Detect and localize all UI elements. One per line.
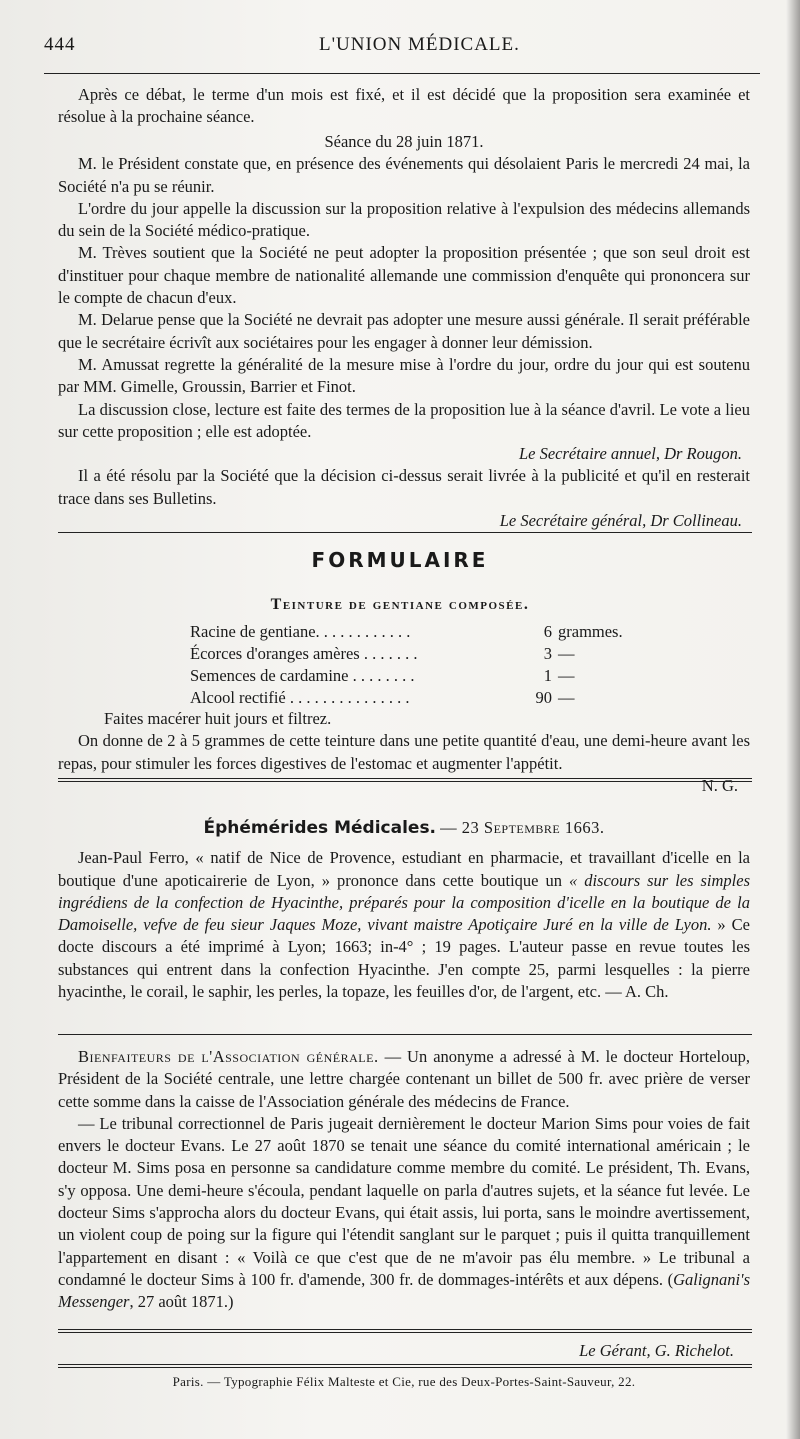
header-rule	[44, 73, 760, 74]
bienfaiteurs-section	[58, 1046, 750, 1314]
page-number: 444	[44, 34, 76, 55]
section-rule-ephemerides	[58, 778, 752, 779]
seance-paragraph-3: M. Trèves soutient que la Société ne peut adopter la proposition présentée ; que son seul droit est d'instituer pour chaque membre de nationalité allemande une commission d'enquête qui prononcera sur le compte de chacun d'eux.	[58, 243, 750, 308]
ephemerides-section	[58, 817, 750, 1003]
ingredients-table	[190, 622, 660, 710]
section-rule-bienfaiteurs	[58, 1034, 752, 1035]
seance-paragraph-1: M. le Président constate que, en présence des événements qui désolaient Paris le mercredi 24 mai, la Société n'a pu se réunir.	[58, 154, 750, 196]
ingredient-row: Écorces d'oranges amères . . . . . . . 3 —	[190, 644, 575, 663]
ingredient-row: Semences de cardamine . . . . . . . . 1 —	[190, 666, 575, 685]
seance-paragraph-2: L'ordre du jour appelle la discussion sur la proposition relative à l'expulsion des médecins allemands du sein de la Société médico-pratique.	[58, 198, 750, 241]
formulaire-initials: N. G.	[701, 775, 738, 795]
ingredient-row: Alcool rectifié . . . . . . . . . . . . . . . 90 —	[190, 688, 575, 707]
ingredient-row: Racine de gentiane. . . . . . . . . . . . 6 grammes.	[190, 622, 623, 641]
ephemerides-heading: Éphémérides Médicales. — 23 Septembre 1663.	[203, 818, 605, 838]
seance-paragraph-5: M. Amussat regrette la généralité de la mesure mise à l'ordre du jour, ordre du jour qui est soutenu par MM. Gimelle, Groussin, Barrier et Finot.	[58, 354, 750, 397]
formulaire-usage: On donne de 2 à 5 grammes de cette teinture dans une petite quantité d'eau, une demi-heure avant les repas, pour stimuler les forces digestives de l'estomac et augmenter l'appétit.	[58, 731, 750, 773]
imprint-rule	[58, 1364, 752, 1365]
intro-paragraph: Après ce débat, le terme d'un mois est fixé, et il est décidé que la proposition sera examinée et résolue à la prochaine séance.	[58, 85, 750, 127]
printer-imprint: Paris. — Typographie Félix Malteste et Cie, rue des Deux-Portes-Saint-Sauveur, 22.	[172, 1374, 636, 1389]
seance-section	[58, 131, 750, 532]
seance-paragraph-4: M. Delarue pense que la Société ne devrait pas adopter une mesure aussi générale. Il serait préférable que le secrétaire écrivît aux sociétaires pour les engager à donner leur démission.	[58, 310, 750, 352]
section-rule-formulaire	[58, 532, 752, 533]
page-header	[44, 34, 760, 58]
signature-secretaire-annuel: Le Secrétaire annuel, Dr Rougon.	[518, 444, 742, 464]
ephemerides-paragraph: Jean-Paul Ferro, « natif de Nice de Provence, estudiant en pharmacie, et travaillant d'icelle en la boutique d'une apoticairerie de Lyon, » prononce dans cette boutique un « discours sur les simples ingrédiens de la confection de Hyacinthe, préparés pour la composition d'icelle en la boutique de la Damoiselle, vefve de feu sieur Jaques Moze, vivant maistre Apotiçaire Juré en la ville de Lyon. » Ce docte discours a été imprimé à Lyon; 1663; in-4° ; 19 pages. L'auteur passe en revue toutes les substances qui entrent dans la confection Hyacinthe. J'en compte 25, parmi lesquelles : la pierre hyacinthe, le corail, le saphir, les perles, la topaze, les feuilles d'or, de l'argent, etc. — A. Ch.	[58, 848, 751, 1002]
gerant-signature: Le Gérant, G. Richelot.	[579, 1341, 734, 1360]
seance-paragraph-6: La discussion close, lecture est faite des termes de la proposition lue à la séance d'avril. Le vote a lieu sur cette proposition ; elle est adoptée.	[58, 399, 750, 441]
signature-secretaire-general: Le Secrétaire général, Dr Collineau.	[499, 511, 742, 531]
seance-paragraph-7: Il a été résolu par la Société que la décision ci-dessus serait livrée à la publicité et qu'il en resterait trace dans ses Bulletins.	[58, 466, 750, 508]
formulaire-instruction: Faites macérer huit jours et filtrez.	[104, 709, 332, 728]
formulaire-subtitle: Teinture de gentiane composée.	[270, 596, 530, 613]
bienfaiteurs-paragraph-1: Bienfaiteurs de l'Association générale. — Un anonyme a adressé à M. le docteur Horteloup, Président de la Société centrale, une lettre chargée contenant un billet de 500 fr. avec prière de verser cette somme dans la caisse de l'Association générale des médecins de France.	[58, 1047, 750, 1111]
formulaire-title: FORMULAIRE	[311, 548, 489, 572]
seance-heading: Séance du 28 juin 1871.	[324, 132, 484, 151]
journal-title: L'UNION MÉDICALE.	[319, 34, 520, 55]
bienfaiteurs-paragraph-2: — Le tribunal correctionnel de Paris jugeait dernièrement le docteur Marion Sims pour voies de fait envers le docteur Evans. Le 27 août 1870 se tenait une séance du comité international américain ; le docteur M. Sims posa en personne sa candidature comme membre du comité. Le président, Th. Evans, s'y opposa. Une demi-heure s'écoula, pendant laquelle on parla d'autres sujets, et la séance fut levée. Le docteur Sims s'approcha alors du docteur Evans, qui était assis, lui porta, sans le moindre avertissement, un violent coup de poing sur la figure qui l'étendit sanglant sur le parquet ; puis il quitta tranquillement l'appartement en disant : « Voilà ce que c'est que de ne m'avoir pas élu membre. » Le tribunal a condamné le docteur Sims à 100 fr. d'amende, 300 fr. de dommages-intérêts et aux dépens. (Galignani's Messenger, 27 août 1871.)	[58, 1113, 750, 1312]
formulaire-text	[58, 708, 750, 797]
footer-rule	[58, 1329, 752, 1330]
